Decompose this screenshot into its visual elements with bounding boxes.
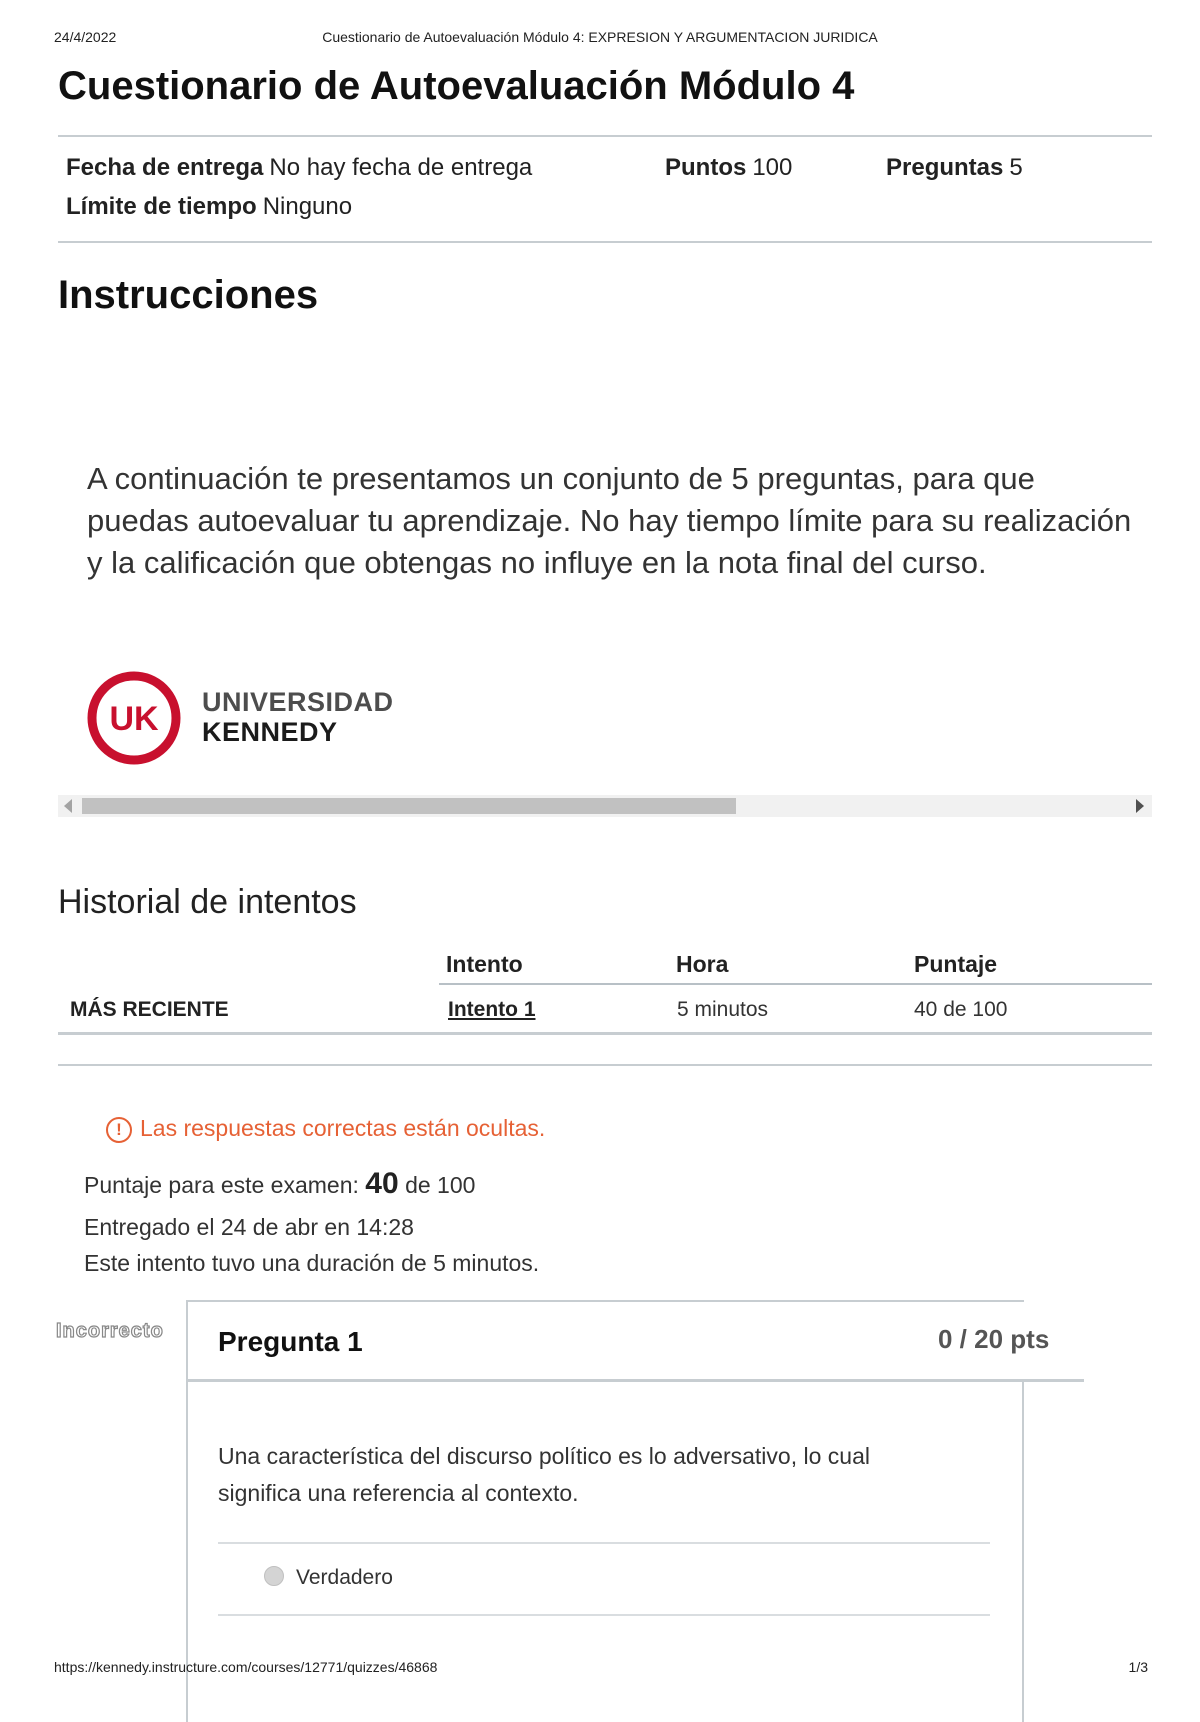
print-header: [54, 29, 1146, 49]
instructions-text: [87, 458, 1152, 584]
question-header: [188, 1302, 1084, 1382]
due-value: No hay fecha de entrega: [269, 154, 533, 181]
divider: [58, 135, 1152, 137]
time-value: Ninguno: [262, 193, 353, 220]
score-suffix: de 100: [405, 1172, 476, 1198]
attempt-duration: Este intento tuvo una duración de 5 minutos.: [84, 1250, 540, 1276]
instructions-line: y la calificación que obtengas no influye en la nota final del curso.: [87, 545, 987, 580]
university-logo: [86, 670, 406, 766]
answer-option: [264, 1566, 393, 1590]
divider: [58, 1064, 1152, 1066]
page-number: 1/3: [1128, 1659, 1148, 1675]
divider: [58, 241, 1152, 243]
score-prefix: Puntaje para este examen:: [84, 1172, 359, 1198]
scroll-left-arrow-icon[interactable]: [64, 799, 72, 813]
score-value: 40: [365, 1167, 399, 1200]
answer-label: Verdadero: [296, 1566, 393, 1589]
question-points: 0 / 20 pts: [938, 1324, 1050, 1354]
history-title: Historial de intentos: [58, 883, 357, 921]
attempt-link[interactable]: Intento 1: [448, 998, 536, 1021]
logo-line-1: UNIVERSIDAD: [202, 687, 394, 717]
attempt-score: 40 de 100: [914, 998, 1008, 1021]
instructions-line: A continuación te presentamos un conjunto de 5 preguntas, para que: [87, 461, 1035, 496]
instructions-heading: Instrucciones: [58, 273, 319, 317]
warning-text: Las respuestas correctas están ocultas.: [140, 1115, 546, 1141]
submitted-at: Entregado el 24 de abr en 14:28: [84, 1214, 414, 1240]
radio-icon: [264, 1566, 284, 1586]
question-text: [218, 1438, 978, 1512]
question-text-line: Una característica del discurso político es lo adversativo, lo cual: [218, 1443, 870, 1469]
column-header-attempt: Intento: [446, 951, 523, 977]
page-url: https://kennedy.instructure.com/courses/12771/quizzes/46868: [54, 1659, 438, 1675]
time-label: Límite de tiempo: [66, 193, 257, 220]
table-header-line: [439, 983, 1152, 985]
question-title: Pregunta 1: [218, 1326, 363, 1357]
answers-hidden-warning: [106, 1115, 545, 1143]
due-date: [66, 154, 532, 182]
logo-line-2: KENNEDY: [202, 717, 338, 747]
table-row-line: [58, 1032, 1152, 1035]
questions-label: Preguntas: [886, 154, 1004, 181]
page-title: Cuestionario de Autoevaluación Módulo 4: [58, 64, 855, 108]
column-header-score: Puntaje: [914, 951, 998, 977]
logo-mark: UK: [109, 700, 159, 738]
attempt-time: 5 minutos: [677, 998, 769, 1021]
time-limit: [66, 193, 352, 221]
question-text-line: significa una referencia al contexto.: [218, 1480, 579, 1506]
incorrect-status-label: Incorrecto: [56, 1320, 164, 1342]
exam-score: [84, 1167, 475, 1201]
uk-logo-icon: [86, 670, 182, 766]
answer-divider: [218, 1542, 990, 1544]
questions: [886, 154, 1023, 182]
scroll-right-arrow-icon[interactable]: [1136, 799, 1144, 813]
due-label: Fecha de entrega: [66, 154, 264, 181]
points: [665, 154, 792, 182]
scroll-thumb[interactable]: [82, 798, 736, 814]
questions-value: 5: [1009, 154, 1023, 181]
horizontal-scrollbar[interactable]: [58, 795, 1152, 817]
points-label: Puntos: [665, 154, 747, 181]
latest-label: MÁS RECIENTE: [70, 998, 229, 1021]
points-value: 100: [752, 154, 793, 181]
column-header-time: Hora: [676, 951, 729, 977]
instructions-line: puedas autoevaluar tu aprendizaje. No hay tiempo límite para su realización: [87, 503, 1132, 538]
answer-divider: [218, 1614, 990, 1616]
print-date: 24/4/2022: [54, 29, 117, 45]
print-title: Cuestionario de Autoevaluación Módulo 4: EXPRESION Y ARGUMENTACION JURIDICA: [322, 29, 878, 45]
warning-icon: !: [106, 1117, 132, 1143]
